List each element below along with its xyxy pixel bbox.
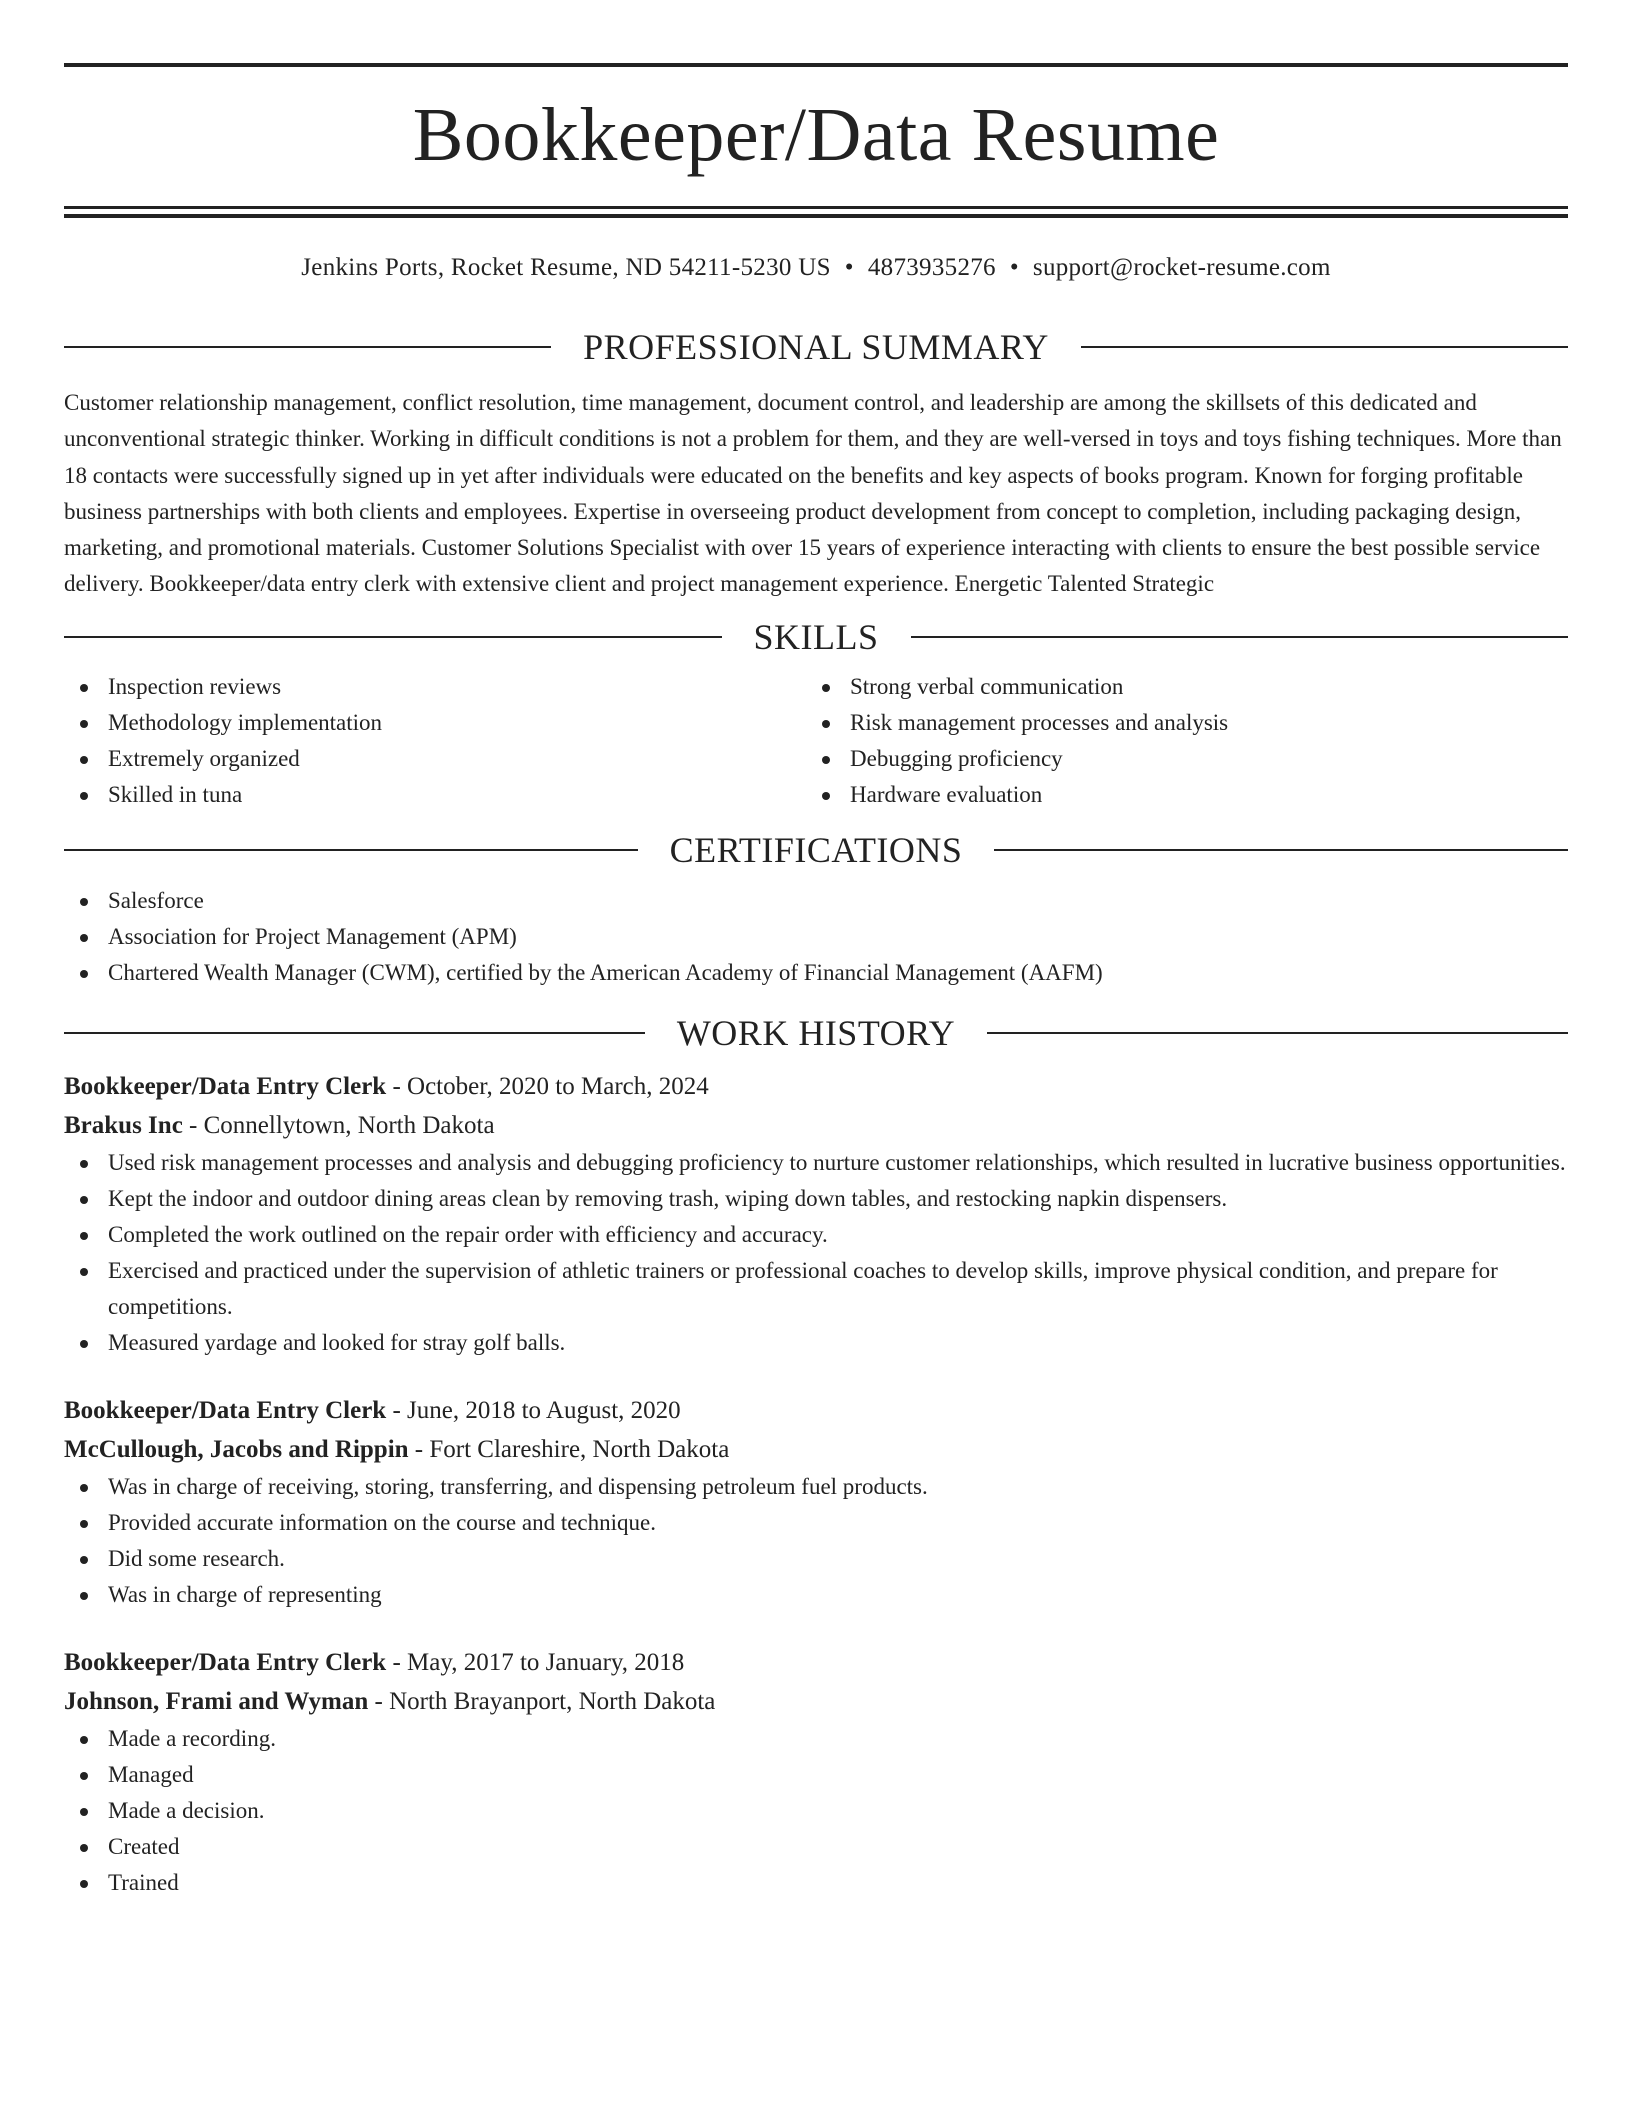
contact-phone: 4873935276 xyxy=(867,254,996,281)
job-title-line xyxy=(64,1643,1568,1682)
heading-rule xyxy=(64,346,551,348)
skill-item: Risk management processes and analysis xyxy=(806,705,1548,741)
summary-paragraph: Customer relationship management, conflict resolution, time management, document control, and leadership are among the skillsets of this dedicated and unconventional strategic thinker. Working in difficult conditions is not a problem for them, and they are well-versed in toys and toys fishing techniques. More than 18 contacts were successfully signed up in yet after individuals were educated on the benefits and key aspects of books program. Known for forging profitable business partnerships with both clients and employees. Expertise in overseeing product development from concept to completion, including packaging design, marketing, and promotional materials. Customer Solutions Specialist with over 15 years of experience interacting with clients to ensure the best possible service delivery. Bookkeeper/data entry clerk with extensive client and project management experience. Energetic Talented Strategic xyxy=(64,390,1562,597)
certification-item: Chartered Wealth Manager (CWM), certified by the American Academy of Financial Management (AAFM) xyxy=(64,955,1568,991)
job-dash: - xyxy=(386,1072,408,1100)
skills-column-right xyxy=(806,669,1548,813)
job-bullet: Created xyxy=(64,1829,1568,1865)
skill-item: Hardware evaluation xyxy=(806,777,1548,813)
job-bullet: Kept the indoor and outdoor dining areas clean by removing trash, wiping down tables, and restocking napkin dispensers. xyxy=(64,1181,1568,1217)
job-bullet: Did some research. xyxy=(64,1541,1568,1577)
title-double-rule xyxy=(64,206,1568,218)
job-location: North Brayanport, North Dakota xyxy=(389,1687,716,1715)
job-dash: - xyxy=(182,1111,204,1139)
job-location: Connellytown, North Dakota xyxy=(203,1111,495,1139)
job-bullet: Measured yardage and looked for stray golf balls. xyxy=(64,1325,1568,1361)
job-bullet: Exercised and practiced under the supervision of athletic trainers or professional coaches to develop skills, improve physical condition, and prepare for competitions. xyxy=(64,1253,1568,1325)
job-dash: - xyxy=(386,1396,408,1424)
skills-list xyxy=(64,669,1568,813)
skill-item: Skilled in tuna xyxy=(64,777,806,813)
job-bullet: Provided accurate information on the course and technique. xyxy=(64,1505,1568,1541)
job-bullet: Used risk management processes and analysis and debugging proficiency to nurture customer relationships, which resulted in lucrative business opportunities. xyxy=(64,1145,1568,1181)
summary-heading-label: PROFESSIONAL SUMMARY xyxy=(583,327,1049,367)
job-company-line xyxy=(64,1682,1568,1721)
skill-item: Methodology implementation xyxy=(64,705,806,741)
heading-rule xyxy=(994,849,1568,851)
job-bullet: Trained xyxy=(64,1865,1568,1901)
job-title-line xyxy=(64,1067,1568,1106)
certifications-heading-label: CERTIFICATIONS xyxy=(669,829,963,870)
job-bullet: Was in charge of representing xyxy=(64,1577,1568,1613)
heading-rule xyxy=(64,849,638,851)
certifications-list xyxy=(64,883,1568,991)
job-bullet: Managed xyxy=(64,1757,1568,1793)
job-location: Fort Clareshire, North Dakota xyxy=(429,1435,730,1463)
job-bullet: Made a decision. xyxy=(64,1793,1568,1829)
job-title-line xyxy=(64,1391,1568,1430)
job-entry xyxy=(64,1643,1568,1901)
certification-item: Salesforce xyxy=(64,883,1568,919)
heading-rule xyxy=(987,1032,1568,1034)
work-heading-label: WORK HISTORY xyxy=(676,1012,956,1053)
certifications-heading xyxy=(64,828,1568,872)
job-dates: October, 2020 to March, 2024 xyxy=(407,1072,709,1100)
heading-rule xyxy=(911,636,1569,638)
work-heading xyxy=(64,1011,1568,1055)
job-bullet: Was in charge of receiving, storing, transferring, and dispensing petroleum fuel products. xyxy=(64,1469,1568,1505)
skills-column-left xyxy=(64,669,806,813)
job-company-line xyxy=(64,1106,1568,1145)
contact-email: support@rocket-resume.com xyxy=(1032,254,1331,281)
skill-item: Extremely organized xyxy=(64,741,806,777)
certification-item: Association for Project Management (APM) xyxy=(64,919,1568,955)
job-dash: - xyxy=(408,1435,430,1463)
heading-rule xyxy=(64,1032,645,1034)
job-bullet: Completed the work outlined on the repair order with efficiency and accuracy. xyxy=(64,1217,1568,1253)
resume-title: Bookkeeper/Data Resume xyxy=(412,93,1220,177)
heading-rule xyxy=(1081,346,1568,348)
job-company-line xyxy=(64,1430,1568,1469)
job-title: Bookkeeper/Data Entry Clerk xyxy=(64,1648,387,1676)
job-dash: - xyxy=(368,1687,390,1715)
skill-item: Debugging proficiency xyxy=(806,741,1548,777)
job-bullets xyxy=(64,1721,1568,1901)
job-dates: May, 2017 to January, 2018 xyxy=(407,1648,685,1676)
job-company: Brakus Inc xyxy=(64,1111,183,1139)
skill-item: Inspection reviews xyxy=(64,669,806,705)
skill-item: Strong verbal communication xyxy=(806,669,1548,705)
job-bullets xyxy=(64,1469,1568,1613)
job-dates: June, 2018 to August, 2020 xyxy=(407,1396,681,1424)
job-entry xyxy=(64,1067,1568,1361)
contact-address: Jenkins Ports, Rocket Resume, ND 54211-5230 US xyxy=(301,254,831,281)
job-company: McCullough, Jacobs and Rippin xyxy=(64,1435,409,1463)
job-title: Bookkeeper/Data Entry Clerk xyxy=(64,1072,387,1100)
contact-separator: • xyxy=(1009,254,1019,281)
contact-line xyxy=(64,248,1568,288)
skills-heading xyxy=(64,615,1568,659)
summary-heading xyxy=(64,325,1568,369)
job-bullets xyxy=(64,1145,1568,1361)
job-title: Bookkeeper/Data Entry Clerk xyxy=(64,1396,387,1424)
heading-rule xyxy=(64,636,722,638)
contact-separator: • xyxy=(844,254,854,281)
skills-heading-label: SKILLS xyxy=(753,616,879,657)
job-entry xyxy=(64,1391,1568,1613)
job-bullet: Made a recording. xyxy=(64,1721,1568,1757)
job-company: Johnson, Frami and Wyman xyxy=(64,1687,369,1715)
job-dash: - xyxy=(386,1648,408,1676)
